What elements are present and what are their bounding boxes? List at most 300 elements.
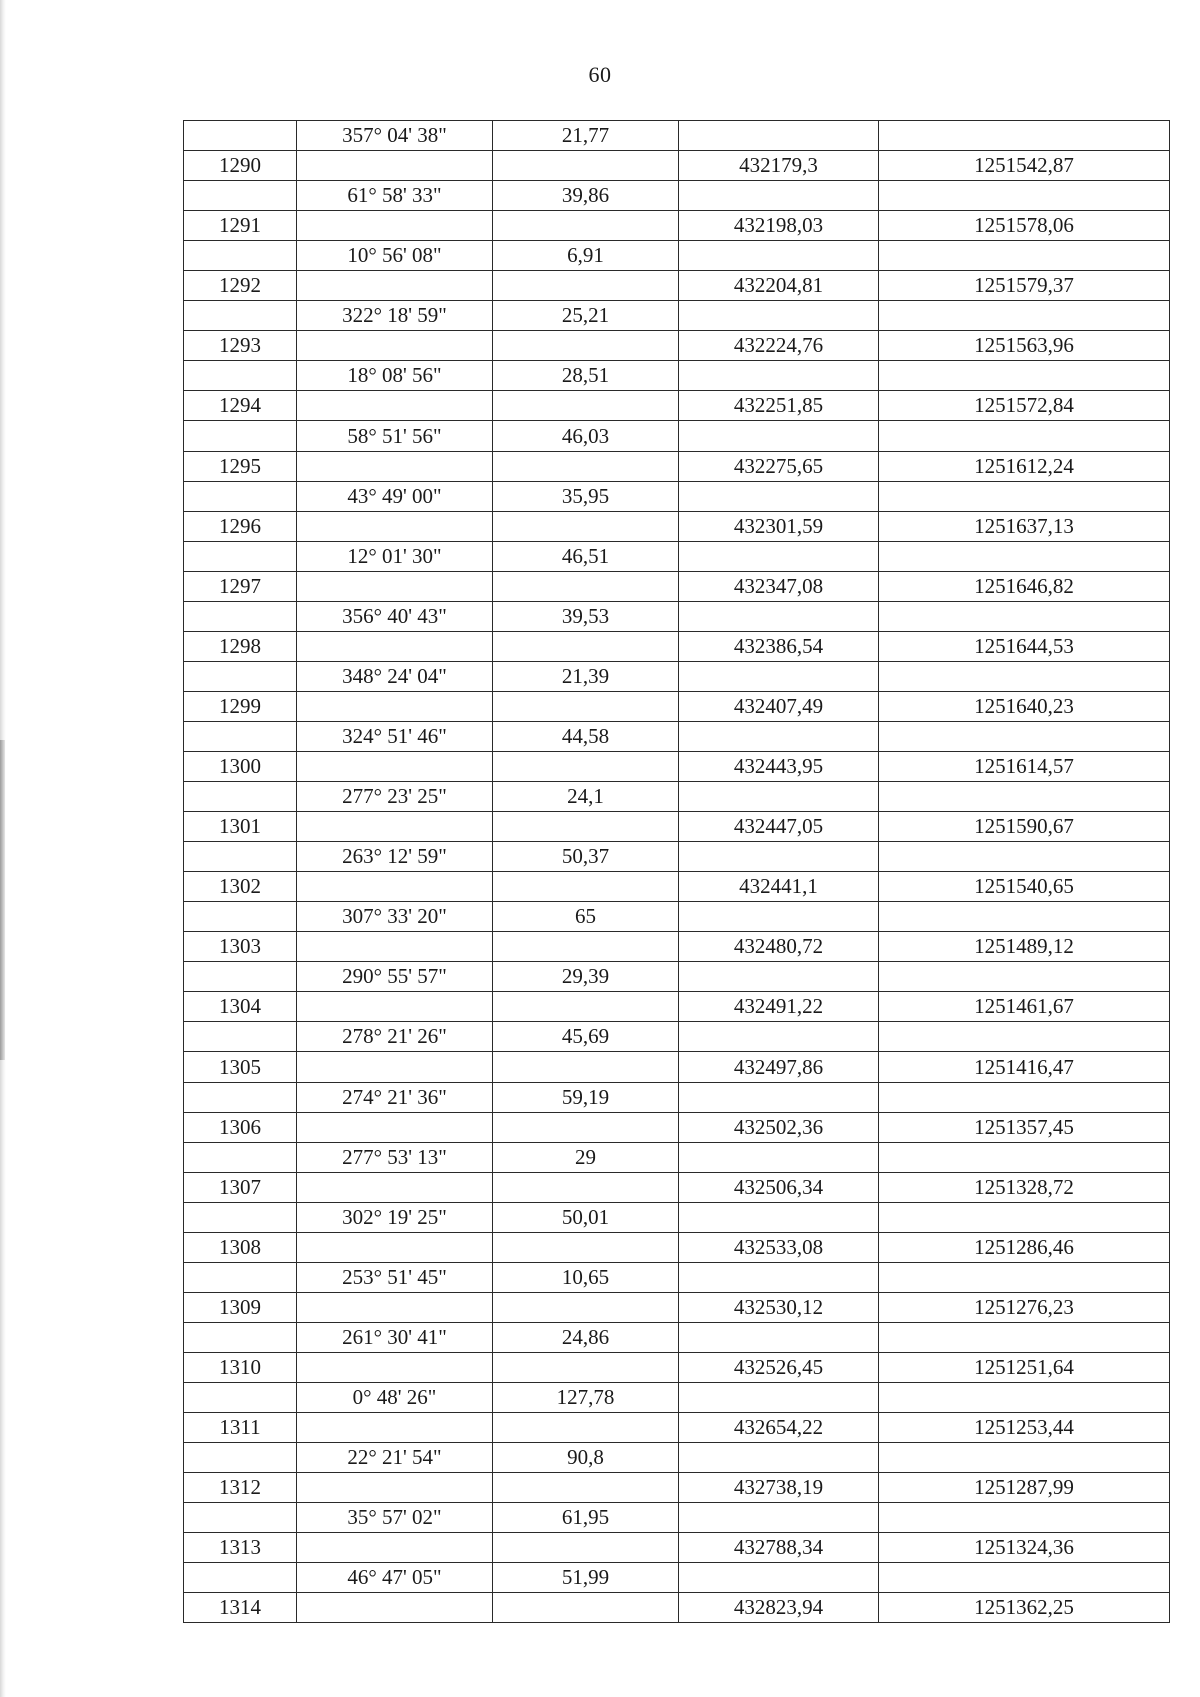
distance-cell-empty bbox=[493, 1172, 679, 1202]
point-cell-empty bbox=[184, 541, 297, 571]
point-number-cell: 1291 bbox=[184, 211, 297, 241]
distance-cell-empty bbox=[493, 1052, 679, 1082]
page-number: 60 bbox=[588, 62, 612, 87]
point-number-cell: 1303 bbox=[184, 932, 297, 962]
point-number-cell: 1314 bbox=[184, 1593, 297, 1623]
y-cell-empty bbox=[879, 1202, 1170, 1232]
point-row bbox=[184, 151, 1170, 181]
direction-angle-cell: 302° 19' 25" bbox=[297, 1202, 493, 1232]
segment-row bbox=[184, 301, 1170, 331]
y-coordinate-cell: 1251328,72 bbox=[879, 1172, 1170, 1202]
x-cell-empty bbox=[679, 1022, 879, 1052]
x-cell-empty bbox=[679, 181, 879, 211]
y-coordinate-cell: 1251251,64 bbox=[879, 1352, 1170, 1382]
angle-cell-empty bbox=[297, 451, 493, 481]
point-cell-empty bbox=[184, 121, 297, 151]
y-cell-empty bbox=[879, 661, 1170, 691]
point-cell-empty bbox=[184, 1443, 297, 1473]
direction-angle-cell: 261° 30' 41" bbox=[297, 1322, 493, 1352]
y-coordinate-cell: 1251644,53 bbox=[879, 631, 1170, 661]
point-cell-empty bbox=[184, 181, 297, 211]
segment-row bbox=[184, 1142, 1170, 1172]
scan-edge-smudge bbox=[0, 740, 5, 1060]
y-coordinate-cell: 1251416,47 bbox=[879, 1052, 1170, 1082]
point-row bbox=[184, 211, 1170, 241]
segment-row bbox=[184, 1443, 1170, 1473]
point-row bbox=[184, 691, 1170, 721]
angle-cell-empty bbox=[297, 1593, 493, 1623]
point-row bbox=[184, 391, 1170, 421]
x-cell-empty bbox=[679, 481, 879, 511]
point-row bbox=[184, 872, 1170, 902]
angle-cell-empty bbox=[297, 1533, 493, 1563]
point-row bbox=[184, 331, 1170, 361]
direction-angle-cell: 253° 51' 45" bbox=[297, 1262, 493, 1292]
distance-cell-empty bbox=[493, 1292, 679, 1322]
y-cell-empty bbox=[879, 842, 1170, 872]
point-cell-empty bbox=[184, 1322, 297, 1352]
angle-cell-empty bbox=[297, 391, 493, 421]
angle-cell-empty bbox=[297, 992, 493, 1022]
point-cell-empty bbox=[184, 301, 297, 331]
point-cell-empty bbox=[184, 1563, 297, 1593]
point-row bbox=[184, 451, 1170, 481]
point-row bbox=[184, 1112, 1170, 1142]
distance-cell: 24,1 bbox=[493, 782, 679, 812]
direction-angle-cell: 46° 47' 05" bbox=[297, 1563, 493, 1593]
y-coordinate-cell: 1251542,87 bbox=[879, 151, 1170, 181]
x-cell-empty bbox=[679, 1322, 879, 1352]
distance-cell: 45,69 bbox=[493, 1022, 679, 1052]
distance-cell: 35,95 bbox=[493, 481, 679, 511]
segment-row bbox=[184, 902, 1170, 932]
point-row bbox=[184, 992, 1170, 1022]
point-row bbox=[184, 631, 1170, 661]
x-coordinate-cell: 432204,81 bbox=[679, 271, 879, 301]
angle-cell-empty bbox=[297, 331, 493, 361]
segment-row bbox=[184, 421, 1170, 451]
point-row bbox=[184, 271, 1170, 301]
point-number-cell: 1304 bbox=[184, 992, 297, 1022]
point-number-cell: 1313 bbox=[184, 1533, 297, 1563]
x-coordinate-cell: 432738,19 bbox=[679, 1473, 879, 1503]
segment-row bbox=[184, 1082, 1170, 1112]
point-cell-empty bbox=[184, 481, 297, 511]
y-cell-empty bbox=[879, 1322, 1170, 1352]
y-coordinate-cell: 1251563,96 bbox=[879, 331, 1170, 361]
distance-cell-empty bbox=[493, 691, 679, 721]
angle-cell-empty bbox=[297, 631, 493, 661]
y-coordinate-cell: 1251286,46 bbox=[879, 1232, 1170, 1262]
angle-cell-empty bbox=[297, 1352, 493, 1382]
distance-cell: 28,51 bbox=[493, 361, 679, 391]
y-cell-empty bbox=[879, 1022, 1170, 1052]
segment-row bbox=[184, 1262, 1170, 1292]
point-cell-empty bbox=[184, 661, 297, 691]
segment-row bbox=[184, 1202, 1170, 1232]
angle-cell-empty bbox=[297, 1172, 493, 1202]
x-coordinate-cell: 432526,45 bbox=[679, 1352, 879, 1382]
direction-angle-cell: 277° 53' 13" bbox=[297, 1142, 493, 1172]
point-number-cell: 1301 bbox=[184, 812, 297, 842]
distance-cell: 61,95 bbox=[493, 1503, 679, 1533]
x-coordinate-cell: 432788,34 bbox=[679, 1533, 879, 1563]
x-cell-empty bbox=[679, 1443, 879, 1473]
x-cell-empty bbox=[679, 782, 879, 812]
y-coordinate-cell: 1251362,25 bbox=[879, 1593, 1170, 1623]
distance-cell: 51,99 bbox=[493, 1563, 679, 1593]
y-coordinate-cell: 1251540,65 bbox=[879, 872, 1170, 902]
distance-cell: 29,39 bbox=[493, 962, 679, 992]
y-cell-empty bbox=[879, 902, 1170, 932]
distance-cell-empty bbox=[493, 872, 679, 902]
y-coordinate-cell: 1251637,13 bbox=[879, 511, 1170, 541]
point-number-cell: 1295 bbox=[184, 451, 297, 481]
point-number-cell: 1290 bbox=[184, 151, 297, 181]
distance-cell-empty bbox=[493, 812, 679, 842]
y-coordinate-cell: 1251357,45 bbox=[879, 1112, 1170, 1142]
y-cell-empty bbox=[879, 1503, 1170, 1533]
distance-cell: 65 bbox=[493, 902, 679, 932]
point-number-cell: 1302 bbox=[184, 872, 297, 902]
y-coordinate-cell: 1251579,37 bbox=[879, 271, 1170, 301]
x-coordinate-cell: 432654,22 bbox=[679, 1413, 879, 1443]
segment-row bbox=[184, 481, 1170, 511]
x-cell-empty bbox=[679, 241, 879, 271]
x-coordinate-cell: 432275,65 bbox=[679, 451, 879, 481]
point-row bbox=[184, 932, 1170, 962]
direction-angle-cell: 274° 21' 36" bbox=[297, 1082, 493, 1112]
distance-cell-empty bbox=[493, 631, 679, 661]
point-row bbox=[184, 1232, 1170, 1262]
y-coordinate-cell: 1251489,12 bbox=[879, 932, 1170, 962]
point-row bbox=[184, 1352, 1170, 1382]
distance-cell-empty bbox=[493, 571, 679, 601]
distance-cell-empty bbox=[493, 331, 679, 361]
x-cell-empty bbox=[679, 301, 879, 331]
direction-angle-cell: 357° 04' 38" bbox=[297, 121, 493, 151]
angle-cell-empty bbox=[297, 691, 493, 721]
direction-angle-cell: 290° 55' 57" bbox=[297, 962, 493, 992]
y-coordinate-cell: 1251572,84 bbox=[879, 391, 1170, 421]
point-row bbox=[184, 812, 1170, 842]
segment-row bbox=[184, 1503, 1170, 1533]
segment-row bbox=[184, 1563, 1170, 1593]
y-cell-empty bbox=[879, 601, 1170, 631]
point-cell-empty bbox=[184, 1262, 297, 1292]
x-cell-empty bbox=[679, 721, 879, 751]
x-cell-empty bbox=[679, 1142, 879, 1172]
distance-cell-empty bbox=[493, 391, 679, 421]
y-cell-empty bbox=[879, 1262, 1170, 1292]
y-cell-empty bbox=[879, 541, 1170, 571]
segment-row bbox=[184, 541, 1170, 571]
distance-cell-empty bbox=[493, 511, 679, 541]
x-coordinate-cell: 432447,05 bbox=[679, 812, 879, 842]
direction-angle-cell: 263° 12' 59" bbox=[297, 842, 493, 872]
distance-cell-empty bbox=[493, 211, 679, 241]
segment-row bbox=[184, 842, 1170, 872]
direction-angle-cell: 35° 57' 02" bbox=[297, 1503, 493, 1533]
angle-cell-empty bbox=[297, 1052, 493, 1082]
angle-cell-empty bbox=[297, 211, 493, 241]
x-coordinate-cell: 432301,59 bbox=[679, 511, 879, 541]
point-cell-empty bbox=[184, 241, 297, 271]
point-row bbox=[184, 1172, 1170, 1202]
segment-row bbox=[184, 962, 1170, 992]
point-cell-empty bbox=[184, 361, 297, 391]
x-cell-empty bbox=[679, 1563, 879, 1593]
y-cell-empty bbox=[879, 301, 1170, 331]
distance-cell: 39,86 bbox=[493, 181, 679, 211]
distance-cell-empty bbox=[493, 992, 679, 1022]
x-cell-empty bbox=[679, 361, 879, 391]
distance-cell-empty bbox=[493, 1593, 679, 1623]
point-number-cell: 1310 bbox=[184, 1352, 297, 1382]
segment-row bbox=[184, 241, 1170, 271]
distance-cell: 44,58 bbox=[493, 721, 679, 751]
point-cell-empty bbox=[184, 962, 297, 992]
y-coordinate-cell: 1251276,23 bbox=[879, 1292, 1170, 1322]
direction-angle-cell: 322° 18' 59" bbox=[297, 301, 493, 331]
y-coordinate-cell: 1251590,67 bbox=[879, 812, 1170, 842]
x-cell-empty bbox=[679, 1382, 879, 1412]
coordinates-table bbox=[183, 120, 1170, 1623]
y-coordinate-cell: 1251287,99 bbox=[879, 1473, 1170, 1503]
point-row bbox=[184, 1413, 1170, 1443]
y-coordinate-cell: 1251578,06 bbox=[879, 211, 1170, 241]
distance-cell: 90,8 bbox=[493, 1443, 679, 1473]
point-number-cell: 1300 bbox=[184, 751, 297, 781]
x-coordinate-cell: 432823,94 bbox=[679, 1593, 879, 1623]
point-number-cell: 1307 bbox=[184, 1172, 297, 1202]
x-cell-empty bbox=[679, 541, 879, 571]
x-coordinate-cell: 432491,22 bbox=[679, 992, 879, 1022]
angle-cell-empty bbox=[297, 751, 493, 781]
x-coordinate-cell: 432502,36 bbox=[679, 1112, 879, 1142]
distance-cell-empty bbox=[493, 451, 679, 481]
point-cell-empty bbox=[184, 1082, 297, 1112]
segment-row bbox=[184, 782, 1170, 812]
y-cell-empty bbox=[879, 1443, 1170, 1473]
point-cell-empty bbox=[184, 601, 297, 631]
y-coordinate-cell: 1251612,24 bbox=[879, 451, 1170, 481]
distance-cell-empty bbox=[493, 1473, 679, 1503]
point-cell-empty bbox=[184, 902, 297, 932]
angle-cell-empty bbox=[297, 271, 493, 301]
distance-cell: 50,37 bbox=[493, 842, 679, 872]
angle-cell-empty bbox=[297, 1413, 493, 1443]
point-cell-empty bbox=[184, 1022, 297, 1052]
point-row bbox=[184, 1052, 1170, 1082]
y-cell-empty bbox=[879, 421, 1170, 451]
x-cell-empty bbox=[679, 661, 879, 691]
x-coordinate-cell: 432407,49 bbox=[679, 691, 879, 721]
distance-cell: 50,01 bbox=[493, 1202, 679, 1232]
distance-cell: 21,39 bbox=[493, 661, 679, 691]
direction-angle-cell: 348° 24' 04" bbox=[297, 661, 493, 691]
y-coordinate-cell: 1251253,44 bbox=[879, 1413, 1170, 1443]
distance-cell-empty bbox=[493, 1352, 679, 1382]
distance-cell-empty bbox=[493, 932, 679, 962]
point-number-cell: 1292 bbox=[184, 271, 297, 301]
direction-angle-cell: 61° 58' 33" bbox=[297, 181, 493, 211]
y-cell-empty bbox=[879, 721, 1170, 751]
x-cell-empty bbox=[679, 902, 879, 932]
coordinates-table-body bbox=[184, 121, 1170, 1623]
y-cell-empty bbox=[879, 121, 1170, 151]
segment-row bbox=[184, 121, 1170, 151]
point-cell-empty bbox=[184, 421, 297, 451]
x-coordinate-cell: 432480,72 bbox=[679, 932, 879, 962]
distance-cell: 21,77 bbox=[493, 121, 679, 151]
x-coordinate-cell: 432179,3 bbox=[679, 151, 879, 181]
angle-cell-empty bbox=[297, 932, 493, 962]
point-number-cell: 1299 bbox=[184, 691, 297, 721]
y-cell-empty bbox=[879, 1382, 1170, 1412]
direction-angle-cell: 307° 33' 20" bbox=[297, 902, 493, 932]
distance-cell: 10,65 bbox=[493, 1262, 679, 1292]
point-row bbox=[184, 1473, 1170, 1503]
x-coordinate-cell: 432443,95 bbox=[679, 751, 879, 781]
point-number-cell: 1309 bbox=[184, 1292, 297, 1322]
x-cell-empty bbox=[679, 842, 879, 872]
point-cell-empty bbox=[184, 1503, 297, 1533]
angle-cell-empty bbox=[297, 1112, 493, 1142]
point-row bbox=[184, 1292, 1170, 1322]
angle-cell-empty bbox=[297, 1232, 493, 1262]
x-coordinate-cell: 432506,34 bbox=[679, 1172, 879, 1202]
angle-cell-empty bbox=[297, 151, 493, 181]
y-coordinate-cell: 1251640,23 bbox=[879, 691, 1170, 721]
point-number-cell: 1305 bbox=[184, 1052, 297, 1082]
distance-cell-empty bbox=[493, 751, 679, 781]
y-coordinate-cell: 1251461,67 bbox=[879, 992, 1170, 1022]
point-cell-empty bbox=[184, 782, 297, 812]
point-row bbox=[184, 751, 1170, 781]
y-cell-empty bbox=[879, 1563, 1170, 1593]
x-cell-empty bbox=[679, 421, 879, 451]
point-cell-empty bbox=[184, 1202, 297, 1232]
distance-cell-empty bbox=[493, 271, 679, 301]
angle-cell-empty bbox=[297, 571, 493, 601]
segment-row bbox=[184, 721, 1170, 751]
distance-cell-empty bbox=[493, 1112, 679, 1142]
distance-cell-empty bbox=[493, 1413, 679, 1443]
coordinates-table-wrapper bbox=[183, 120, 1169, 1623]
segment-row bbox=[184, 181, 1170, 211]
x-cell-empty bbox=[679, 1262, 879, 1292]
x-coordinate-cell: 432224,76 bbox=[679, 331, 879, 361]
angle-cell-empty bbox=[297, 1473, 493, 1503]
distance-cell: 39,53 bbox=[493, 601, 679, 631]
point-number-cell: 1296 bbox=[184, 511, 297, 541]
y-cell-empty bbox=[879, 1142, 1170, 1172]
direction-angle-cell: 22° 21' 54" bbox=[297, 1443, 493, 1473]
x-coordinate-cell: 432497,86 bbox=[679, 1052, 879, 1082]
y-cell-empty bbox=[879, 361, 1170, 391]
y-coordinate-cell: 1251646,82 bbox=[879, 571, 1170, 601]
segment-row bbox=[184, 1022, 1170, 1052]
y-cell-empty bbox=[879, 481, 1170, 511]
point-cell-empty bbox=[184, 721, 297, 751]
distance-cell: 6,91 bbox=[493, 241, 679, 271]
y-cell-empty bbox=[879, 241, 1170, 271]
x-coordinate-cell: 432441,1 bbox=[679, 872, 879, 902]
direction-angle-cell: 278° 21' 26" bbox=[297, 1022, 493, 1052]
point-number-cell: 1311 bbox=[184, 1413, 297, 1443]
y-coordinate-cell: 1251324,36 bbox=[879, 1533, 1170, 1563]
point-cell-empty bbox=[184, 842, 297, 872]
y-cell-empty bbox=[879, 962, 1170, 992]
distance-cell-empty bbox=[493, 1232, 679, 1262]
point-number-cell: 1306 bbox=[184, 1112, 297, 1142]
segment-row bbox=[184, 661, 1170, 691]
angle-cell-empty bbox=[297, 511, 493, 541]
segment-row bbox=[184, 1382, 1170, 1412]
distance-cell-empty bbox=[493, 1533, 679, 1563]
segment-row bbox=[184, 601, 1170, 631]
x-cell-empty bbox=[679, 121, 879, 151]
x-coordinate-cell: 432198,03 bbox=[679, 211, 879, 241]
direction-angle-cell: 324° 51' 46" bbox=[297, 721, 493, 751]
x-coordinate-cell: 432347,08 bbox=[679, 571, 879, 601]
point-row bbox=[184, 511, 1170, 541]
distance-cell: 46,51 bbox=[493, 541, 679, 571]
direction-angle-cell: 12° 01' 30" bbox=[297, 541, 493, 571]
x-coordinate-cell: 432530,12 bbox=[679, 1292, 879, 1322]
x-coordinate-cell: 432533,08 bbox=[679, 1232, 879, 1262]
point-row bbox=[184, 1533, 1170, 1563]
direction-angle-cell: 43° 49' 00" bbox=[297, 481, 493, 511]
segment-row bbox=[184, 361, 1170, 391]
x-cell-empty bbox=[679, 1503, 879, 1533]
point-number-cell: 1293 bbox=[184, 331, 297, 361]
x-cell-empty bbox=[679, 1202, 879, 1232]
point-cell-empty bbox=[184, 1382, 297, 1412]
point-row bbox=[184, 1593, 1170, 1623]
point-row bbox=[184, 571, 1170, 601]
point-cell-empty bbox=[184, 1142, 297, 1172]
distance-cell: 29 bbox=[493, 1142, 679, 1172]
distance-cell: 24,86 bbox=[493, 1322, 679, 1352]
x-coordinate-cell: 432386,54 bbox=[679, 631, 879, 661]
direction-angle-cell: 0° 48' 26" bbox=[297, 1382, 493, 1412]
distance-cell: 59,19 bbox=[493, 1082, 679, 1112]
point-number-cell: 1312 bbox=[184, 1473, 297, 1503]
y-coordinate-cell: 1251614,57 bbox=[879, 751, 1170, 781]
angle-cell-empty bbox=[297, 872, 493, 902]
x-cell-empty bbox=[679, 962, 879, 992]
x-cell-empty bbox=[679, 601, 879, 631]
point-number-cell: 1308 bbox=[184, 1232, 297, 1262]
direction-angle-cell: 58° 51' 56" bbox=[297, 421, 493, 451]
x-coordinate-cell: 432251,85 bbox=[679, 391, 879, 421]
point-number-cell: 1294 bbox=[184, 391, 297, 421]
segment-row bbox=[184, 1322, 1170, 1352]
x-cell-empty bbox=[679, 1082, 879, 1112]
y-cell-empty bbox=[879, 1082, 1170, 1112]
direction-angle-cell: 10° 56' 08" bbox=[297, 241, 493, 271]
angle-cell-empty bbox=[297, 1292, 493, 1322]
direction-angle-cell: 277° 23' 25" bbox=[297, 782, 493, 812]
distance-cell: 25,21 bbox=[493, 301, 679, 331]
angle-cell-empty bbox=[297, 812, 493, 842]
y-cell-empty bbox=[879, 782, 1170, 812]
y-cell-empty bbox=[879, 181, 1170, 211]
distance-cell: 127,78 bbox=[493, 1382, 679, 1412]
distance-cell-empty bbox=[493, 151, 679, 181]
